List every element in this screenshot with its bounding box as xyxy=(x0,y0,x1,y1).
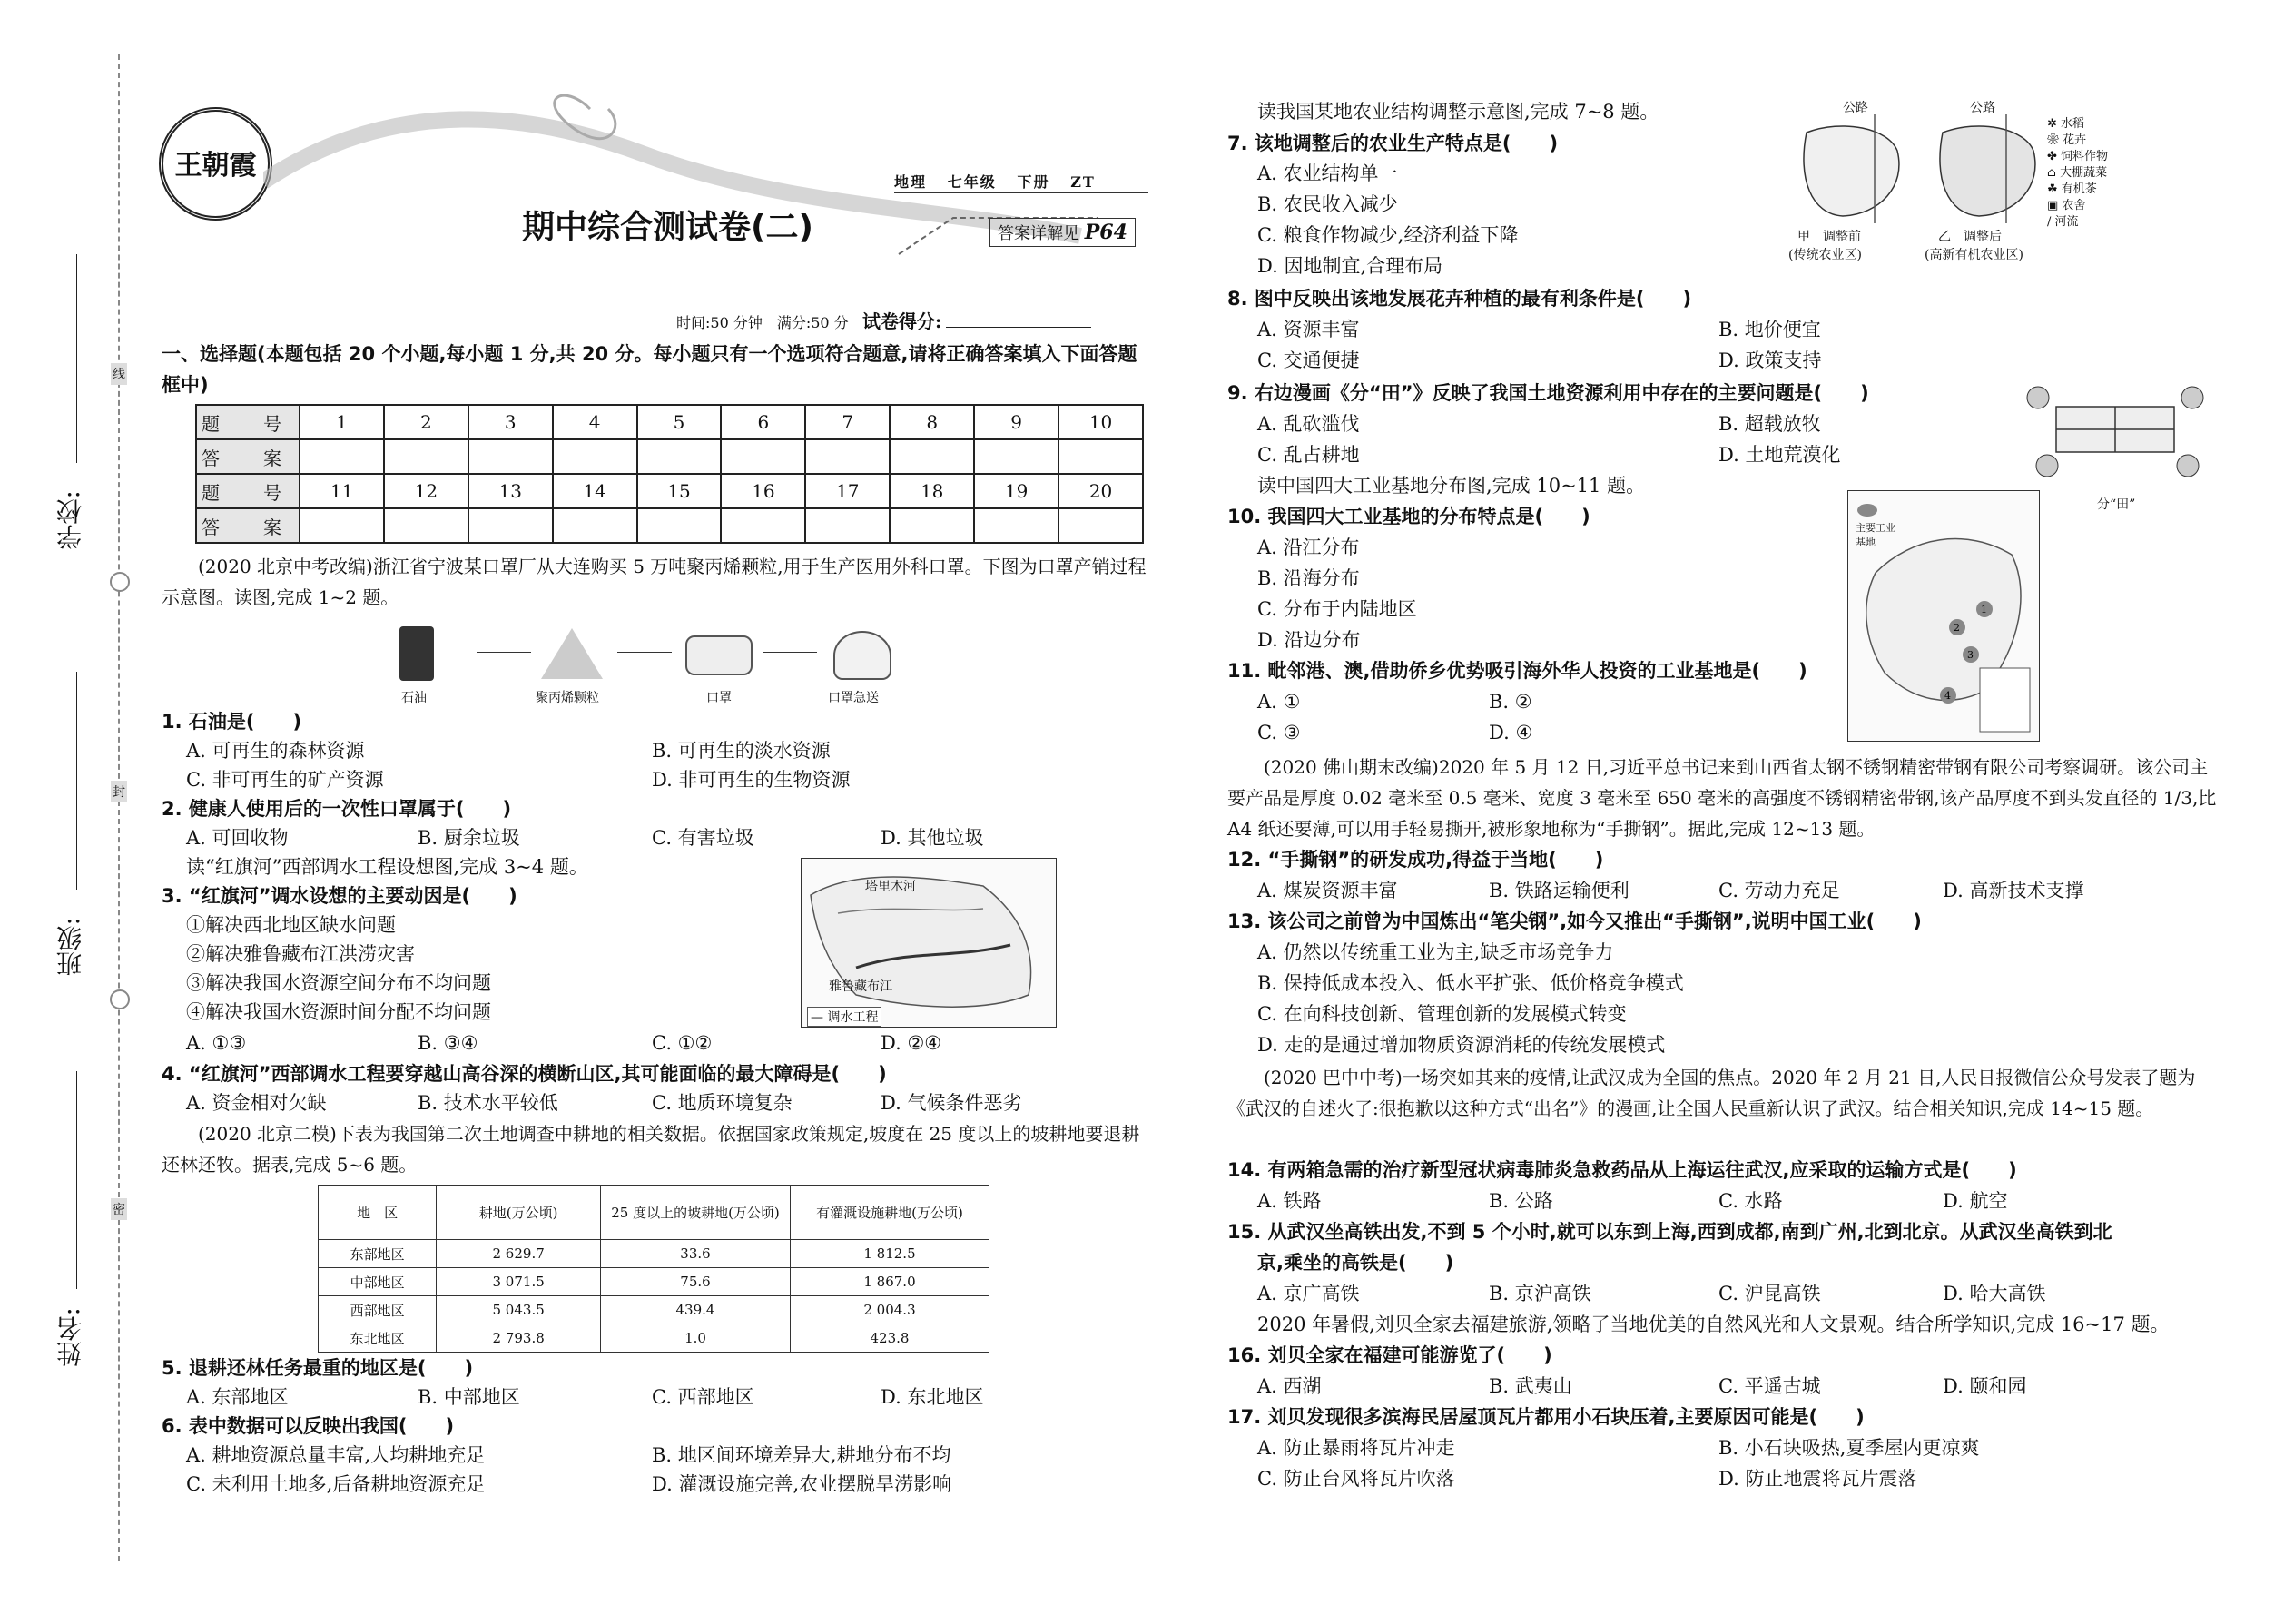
qnum-cell: 9 xyxy=(974,405,1058,439)
q3-statement-1: ①解决西北地区缺水问题 xyxy=(186,914,396,936)
pellet-pile-icon xyxy=(541,628,603,679)
tag-grade: 七年级 xyxy=(947,173,997,191)
q4-option-b[interactable]: B. 技术水平较低 xyxy=(418,1092,558,1114)
q5-stem: 5. 退耕还林任务最重的地区是( ) xyxy=(162,1357,474,1379)
tag-series: ZT xyxy=(1070,173,1096,191)
table-cell: 2 004.3 xyxy=(791,1296,989,1324)
q3-option-b[interactable]: B. ③④ xyxy=(418,1032,478,1054)
answer-ref-page: P64 xyxy=(1084,221,1127,244)
qnum-cell: 6 xyxy=(721,405,805,439)
q13-option-b[interactable]: B. 保持低成本投入、低水平扩张、低价格竞争模式 xyxy=(1257,972,1684,994)
legend-tea-text: 有机茶 xyxy=(2061,182,2097,196)
answer-header: 答 案 xyxy=(196,508,300,543)
table-cell: 中部地区 xyxy=(319,1268,437,1296)
qnum-cell: 17 xyxy=(805,474,890,508)
cartoon-fen-tian xyxy=(2020,370,2210,488)
q7-option-b[interactable]: B. 农民收入减少 xyxy=(1257,193,1398,215)
oil-barrel-icon xyxy=(399,626,434,681)
q14-stem: 14. 有两箱急需的治疗新型冠状病毒肺炎急救药品从上海运往武汉,应采取的运输方式是( ) xyxy=(1227,1159,2017,1181)
q15-stem: 15. 从武汉坐高铁出发,不到 5 个小时,就可以东到上海,西到成都,南到广州,北到北京。从武汉坐高铁到北 xyxy=(1227,1221,2112,1243)
qnum-cell: 1 xyxy=(300,405,384,439)
answer-cell[interactable] xyxy=(805,439,890,474)
q13-option-a[interactable]: A. 仍然以传统重工业为主,缺乏市场竞争力 xyxy=(1257,941,1614,963)
qnum-cell: 7 xyxy=(805,405,890,439)
q14-option-d[interactable]: D. 航空 xyxy=(1943,1190,2008,1212)
flow-arrow xyxy=(477,652,531,653)
q2-option-a[interactable]: A. 可回收物 xyxy=(186,827,289,849)
map-legend-transfer: — 调水工程 xyxy=(807,1007,881,1027)
q3-statement-2: ②解决雅鲁藏布江洪涝灾害 xyxy=(186,943,415,965)
answer-ref-label: 答案详解见 xyxy=(998,224,1079,243)
farm-structure-map xyxy=(1770,98,2224,280)
answer-cell[interactable] xyxy=(1058,508,1143,543)
q5-option-a[interactable]: A. 东部地区 xyxy=(186,1386,289,1408)
q5-option-c[interactable]: C. 西部地区 xyxy=(652,1386,754,1408)
q11-option-d[interactable]: D. ④ xyxy=(1489,722,1533,743)
farm-road-label: 公路 xyxy=(1970,101,1995,115)
q2-option-c[interactable]: C. 有害垃圾 xyxy=(652,827,754,849)
legend-farmhouse: ▣ 农舍 xyxy=(2047,199,2086,212)
q12-option-a[interactable]: A. 煤炭资源丰富 xyxy=(1257,880,1398,901)
legend-river-text: 河流 xyxy=(2054,215,2079,229)
score-blank[interactable] xyxy=(946,327,1091,328)
svg-text:4: 4 xyxy=(1944,690,1951,702)
answer-cell[interactable] xyxy=(637,508,722,543)
land-header-slope: 25 度以上的坡耕地(万公顷) xyxy=(601,1186,791,1240)
binding-line xyxy=(118,54,120,1561)
q16-option-a[interactable]: A. 西湖 xyxy=(1257,1375,1322,1397)
cartoon-caption: 分“田” xyxy=(2097,497,2136,512)
flow-label-delivery: 口罩急送 xyxy=(828,691,879,705)
margin-name-label: 姓名: xyxy=(55,1307,85,1367)
q1-option-b[interactable]: B. 可再生的淡水资源 xyxy=(652,740,831,762)
qnum-cell: 16 xyxy=(721,474,805,508)
q8-option-a[interactable]: A. 资源丰富 xyxy=(1257,319,1360,340)
q12-option-b[interactable]: B. 铁路运输便利 xyxy=(1489,880,1629,901)
q17-stem: 17. 刘贝发现很多滨海民居屋顶瓦片都用小石块压着,主要原因可能是( ) xyxy=(1227,1406,1865,1428)
qnum-header: 题 号 xyxy=(196,405,300,439)
subject-tags xyxy=(894,171,1148,193)
map-legend-transfer-text: 调水工程 xyxy=(827,1010,879,1025)
table-cell: 75.6 xyxy=(601,1268,791,1296)
q6-stem: 6. 表中数据可以反映出我国( ) xyxy=(162,1415,455,1437)
q11-option-a[interactable]: A. ① xyxy=(1257,691,1301,713)
table-cell: 西部地区 xyxy=(319,1296,437,1324)
table-cell: 东部地区 xyxy=(319,1240,437,1268)
q12-option-d[interactable]: D. 高新技术支撑 xyxy=(1943,880,2084,901)
q6-option-c[interactable]: C. 未利用土地多,后备耕地资源充足 xyxy=(186,1473,486,1495)
q9-option-a[interactable]: A. 乱砍滥伐 xyxy=(1257,413,1360,435)
legend-greenhouse-text: 大棚蔬菜 xyxy=(2060,166,2108,180)
answer-cell[interactable] xyxy=(974,439,1058,474)
table-cell: 1 812.5 xyxy=(791,1240,989,1268)
map-outline xyxy=(802,859,1056,1027)
answer-header: 答 案 xyxy=(196,439,300,474)
q2-option-d[interactable]: D. 其他垃圾 xyxy=(881,827,984,849)
intro-q10-11: 读中国四大工业基地分布图,完成 10~11 题。 xyxy=(1257,475,1646,497)
q3-stem: 3. “红旗河”调水设想的主要动因是( ) xyxy=(162,885,517,907)
q15-option-a[interactable]: A. 京广高铁 xyxy=(1257,1283,1360,1304)
q1-option-a[interactable]: A. 可再生的森林资源 xyxy=(186,740,365,762)
map2-legend: 主要工业基地 xyxy=(1856,522,1895,548)
legend-feed: ✤ 饲料作物 xyxy=(2047,150,2109,163)
answer-cell[interactable] xyxy=(721,439,805,474)
table-cell: 2 793.8 xyxy=(437,1324,601,1353)
answer-grid xyxy=(195,404,1144,544)
q3-option-d[interactable]: D. ②④ xyxy=(881,1032,942,1054)
margin-circle-icon xyxy=(110,572,130,592)
industrial-base-map xyxy=(1847,490,2040,742)
class-blank[interactable] xyxy=(76,672,77,890)
q4-option-c[interactable]: C. 地质环境复杂 xyxy=(652,1092,793,1114)
qnum-cell: 14 xyxy=(553,474,637,508)
q16-option-d[interactable]: D. 颐和园 xyxy=(1943,1375,2027,1397)
q17-option-a[interactable]: A. 防止暴雨将瓦片冲走 xyxy=(1257,1437,1455,1459)
answer-cell[interactable] xyxy=(721,508,805,543)
map-label-tarim: 塔里木河 xyxy=(865,880,916,894)
score-label: 试卷得分: xyxy=(861,310,942,332)
exam-meta xyxy=(676,307,1091,333)
tag-volume: 下册 xyxy=(1017,173,1050,191)
q5-option-d[interactable]: D. 东北地区 xyxy=(881,1386,984,1408)
map-label-yarlung: 雅鲁藏布江 xyxy=(829,979,892,994)
q14-option-b[interactable]: B. 公路 xyxy=(1489,1190,1553,1212)
farm-left-sub: (传统农业区) xyxy=(1788,248,1862,262)
tag-subject: 地理 xyxy=(894,173,928,191)
answer-cell[interactable] xyxy=(637,439,722,474)
q7-stem: 7. 该地调整后的农业生产特点是( ) xyxy=(1227,133,1559,154)
table-cell: 5 043.5 xyxy=(437,1296,601,1324)
qnum-cell: 13 xyxy=(468,474,553,508)
legend-flowers-text: 花卉 xyxy=(2063,133,2087,147)
q10-option-d[interactable]: D. 沿边分布 xyxy=(1257,629,1361,651)
q1-stem: 1. 石油是( ) xyxy=(162,711,302,733)
answer-cell[interactable] xyxy=(384,508,468,543)
q16-option-c[interactable]: C. 平遥古城 xyxy=(1718,1375,1821,1397)
qnum-cell: 20 xyxy=(1058,474,1143,508)
q3-option-c[interactable]: C. ①② xyxy=(652,1032,713,1054)
qnum-cell: 3 xyxy=(468,405,553,439)
farmland-table xyxy=(318,1185,989,1353)
q12-stem: 12. “手撕钢”的研发成功,得益于当地( ) xyxy=(1227,849,1604,871)
legend-flowers: ❀ 花卉 xyxy=(2047,133,2087,147)
q7-option-c[interactable]: C. 粮食作物减少,经济利益下降 xyxy=(1257,224,1519,246)
legend-farmhouse-text: 农舍 xyxy=(2062,199,2086,212)
margin-class-label: 班级: xyxy=(55,917,85,977)
land-header-region: 地 区 xyxy=(319,1186,437,1240)
answer-cell[interactable] xyxy=(553,439,637,474)
answer-cell[interactable] xyxy=(468,508,553,543)
farm-left-caption: 甲 调整前 xyxy=(1797,230,1861,244)
answer-cell[interactable] xyxy=(1058,439,1143,474)
school-blank[interactable] xyxy=(76,254,77,463)
q7-option-a[interactable]: A. 农业结构单一 xyxy=(1257,162,1398,184)
q9-option-c[interactable]: C. 乱占耕地 xyxy=(1257,444,1360,466)
intro-q3-4: 读“红旗河”西部调水工程设想图,完成 3~4 题。 xyxy=(186,856,588,878)
q15-stem-cont: 京,乘坐的高铁是( ) xyxy=(1257,1252,1454,1274)
q7-option-d[interactable]: D. 因地制宜,合理布局 xyxy=(1257,255,1443,277)
q10-stem: 10. 我国四大工业基地的分布特点是( ) xyxy=(1227,506,1590,527)
q2-option-b[interactable]: B. 厨余垃圾 xyxy=(418,827,520,849)
table-cell: 439.4 xyxy=(601,1296,791,1324)
farm-right-sub: (高新有机农业区) xyxy=(1925,248,2023,262)
svg-text:3: 3 xyxy=(1967,649,1974,661)
answer-cell[interactable] xyxy=(300,439,384,474)
flow-arrow xyxy=(763,652,817,653)
table-cell: 3 071.5 xyxy=(437,1268,601,1296)
q15-option-b[interactable]: B. 京沪高铁 xyxy=(1489,1283,1591,1304)
q11-option-b[interactable]: B. ② xyxy=(1489,691,1532,713)
q8-option-c[interactable]: C. 交通便捷 xyxy=(1257,349,1360,371)
q14-option-c[interactable]: C. 水路 xyxy=(1718,1190,1783,1212)
q17-option-b[interactable]: B. 小石块吸热,夏季屋内更凉爽 xyxy=(1718,1437,1980,1459)
q11-stem: 11. 毗邻港、澳,借助侨乡优势吸引海外华人投资的工业基地是( ) xyxy=(1227,660,1807,682)
q9-stem: 9. 右边漫画《分“田”》反映了我国土地资源利用中存在的主要问题是( ) xyxy=(1227,382,1869,404)
q13-option-d[interactable]: D. 走的是通过增加物质资源消耗的传统发展模式 xyxy=(1257,1034,1666,1056)
qnum-cell: 12 xyxy=(384,474,468,508)
q6-option-b[interactable]: B. 地区间环境差异大,耕地分布不均 xyxy=(652,1444,951,1466)
legend-river: ∕ 河流 xyxy=(2047,215,2079,229)
qnum-cell: 2 xyxy=(384,405,468,439)
margin-mark-line: 线 xyxy=(111,363,127,385)
legend-rice: ✲ 水稻 xyxy=(2047,117,2085,131)
q3-statement-4: ④解决我国水资源时间分配不均问题 xyxy=(186,1001,491,1023)
q4-option-d[interactable]: D. 气候条件恶劣 xyxy=(881,1092,1022,1114)
q17-option-d[interactable]: D. 防止地震将瓦片震落 xyxy=(1718,1468,1917,1490)
table-cell: 1 867.0 xyxy=(791,1268,989,1296)
qnum-cell: 5 xyxy=(637,405,722,439)
q8-option-d[interactable]: D. 政策支持 xyxy=(1718,349,1822,371)
qnum-cell: 15 xyxy=(637,474,722,508)
qnum-header: 题 号 xyxy=(196,474,300,508)
intro-q1-2: (2020 北京中考改编)浙江省宁波某口罩厂从大连购买 5 万吨聚丙烯颗粒,用于生产医用外科口罩。下图为口罩产销过程示意图。读图,完成 1~2 题。 xyxy=(162,556,1147,608)
q1-option-d[interactable]: D. 非可再生的生物资源 xyxy=(652,769,851,791)
q8-stem: 8. 图中反映出该地发展花卉种植的最有利条件是( ) xyxy=(1227,288,1692,310)
legend-industrial-icon xyxy=(1857,504,1877,517)
answer-reference xyxy=(989,218,1136,247)
legend-rice-text: 水稻 xyxy=(2061,117,2085,131)
answer-cell[interactable] xyxy=(805,508,890,543)
intro-q7-8: 读我国某地农业结构调整示意图,完成 7~8 题。 xyxy=(1257,101,1659,123)
intro-q16-17: 2020 年暑假,刘贝全家去福建旅游,领略了当地优美的自然风光和人文景观。结合所学知识,完成 16~17 题。 xyxy=(1257,1314,2170,1335)
table-cell: 2 629.7 xyxy=(437,1240,601,1268)
answer-cell[interactable] xyxy=(300,508,384,543)
land-header-irrigated: 有灌溉设施耕地(万公顷) xyxy=(791,1186,989,1240)
q8-option-b[interactable]: B. 地价便宜 xyxy=(1718,319,1821,340)
q3-option-a[interactable]: A. ①③ xyxy=(186,1032,247,1054)
legend-feed-text: 饲料作物 xyxy=(2061,150,2109,163)
margin-school-label: 学校: xyxy=(55,490,85,550)
margin-mark-seal: 封 xyxy=(111,781,127,802)
flow-label-mask: 口罩 xyxy=(706,691,732,705)
flow-label-oil: 石油 xyxy=(401,691,427,705)
intro-q5-6: (2020 北京二模)下表为我国第二次土地调查中耕地的相关数据。依据国家政策规定,坡度在 25 度以上的坡耕地要退耕还林还牧。据表,完成 5~6 题。 xyxy=(162,1123,1140,1176)
q13-option-c[interactable]: C. 在向科技创新、管理创新的发展模式转变 xyxy=(1257,1003,1627,1025)
q2-stem: 2. 健康人使用后的一次性口罩属于( ) xyxy=(162,798,512,820)
q9-option-b[interactable]: B. 超载放牧 xyxy=(1718,413,1821,435)
answer-cell[interactable] xyxy=(890,439,974,474)
q4-option-a[interactable]: A. 资金相对欠缺 xyxy=(186,1092,327,1114)
qnum-cell: 8 xyxy=(890,405,974,439)
land-header-farmland: 耕地(万公顷) xyxy=(437,1186,601,1240)
page-title: 期中综合测试卷(二) xyxy=(522,209,813,246)
table-cell: 东北地区 xyxy=(319,1324,437,1353)
brand-name: 王朝霞 xyxy=(174,150,257,182)
legend-greenhouse: ⌂ 大棚蔬菜 xyxy=(2047,166,2108,180)
qnum-cell: 11 xyxy=(300,474,384,508)
delivery-scooter-icon xyxy=(833,631,891,680)
margin-mark-secret: 密 xyxy=(111,1198,127,1220)
q15-option-c[interactable]: C. 沪昆高铁 xyxy=(1718,1283,1821,1304)
legend-tea: ☘ 有机茶 xyxy=(2047,182,2097,196)
table-cell: 1.0 xyxy=(601,1324,791,1353)
answer-cell[interactable] xyxy=(974,508,1058,543)
q13-stem: 13. 该公司之前曾为中国炼出“笔尖钢”,如今又推出“手撕钢”,说明中国工业( ) xyxy=(1227,910,1922,932)
answer-cell[interactable] xyxy=(468,439,553,474)
q6-option-a[interactable]: A. 耕地资源总量丰富,人均耕地充足 xyxy=(186,1444,486,1466)
svg-text:2: 2 xyxy=(1954,622,1960,634)
answer-cell[interactable] xyxy=(890,508,974,543)
farm-right-caption: 乙 调整后 xyxy=(1938,230,2002,244)
name-blank[interactable] xyxy=(76,1071,77,1289)
q10-option-a[interactable]: A. 沿江分布 xyxy=(1257,536,1360,558)
q1-option-c[interactable]: C. 非可再生的矿产资源 xyxy=(186,769,384,791)
q10-option-c[interactable]: C. 分布于内陆地区 xyxy=(1257,598,1417,620)
qnum-cell: 18 xyxy=(890,474,974,508)
section-1-heading: 一、选择题(本题包括 20 个小题,每小题 1 分,共 20 分。每小题只有一个选项符合题意,请将正确答案填入下面答题框中) xyxy=(162,343,1137,396)
water-transfer-map xyxy=(801,858,1057,1028)
table-cell: 423.8 xyxy=(791,1324,989,1353)
q16-option-b[interactable]: B. 武夷山 xyxy=(1489,1375,1572,1397)
flow-label-pellets: 聚丙烯颗粒 xyxy=(536,691,599,705)
q16-stem: 16. 刘贝全家在福建可能游览了( ) xyxy=(1227,1344,1552,1366)
q11-option-c[interactable]: C. ③ xyxy=(1257,722,1301,743)
svg-text:1: 1 xyxy=(1981,604,1987,615)
intro-q12-13: (2020 佛山期末改编)2020 年 5 月 12 日,习近平总书记来到山西省太钢不锈钢精密带钢有限公司考察调研。该公司主要产品是厚度 0.02 毫米至 0.5 毫米、宽度 3 毫米至 650 毫米的高强度不锈钢精密带钢,该产品厚度不到头发直径的 1/3,比 A4 纸还要薄,可以用手轻易撕开,被形象地称为“手撕钢”。据此,完成 12~13 题。 xyxy=(1227,756,2217,840)
q5-option-b[interactable]: B. 中部地区 xyxy=(418,1386,520,1408)
q6-option-d[interactable]: D. 灌溉设施完善,农业摆脱旱涝影响 xyxy=(652,1473,952,1495)
q9-option-d[interactable]: D. 土地荒漠化 xyxy=(1718,444,1841,466)
q12-option-c[interactable]: C. 劳动力充足 xyxy=(1718,880,1840,901)
q15-option-d[interactable]: D. 哈大高铁 xyxy=(1943,1283,2046,1304)
qnum-cell: 19 xyxy=(974,474,1058,508)
farm-legend xyxy=(2047,116,2108,231)
margin-circle-icon xyxy=(110,989,130,1009)
q17-option-c[interactable]: C. 防止台风将瓦片吹落 xyxy=(1257,1468,1455,1490)
farm-road-label: 公路 xyxy=(1843,101,1868,115)
answer-cell[interactable] xyxy=(553,508,637,543)
qnum-cell: 4 xyxy=(553,405,637,439)
mask-icon xyxy=(685,635,753,675)
q10-option-b[interactable]: B. 沿海分布 xyxy=(1257,567,1360,589)
flow-arrow xyxy=(617,652,672,653)
q4-stem: 4. “红旗河”西部调水工程要穿越山高谷深的横断山区,其可能面临的最大障碍是( ) xyxy=(162,1063,887,1085)
answer-cell[interactable] xyxy=(384,439,468,474)
brand-logo xyxy=(159,107,272,221)
exam-time-score: 时间:50 分钟 满分:50 分 xyxy=(676,314,849,331)
q3-statement-3: ③解决我国水资源空间分布不均问题 xyxy=(186,972,491,994)
intro-q14-15: (2020 巴中中考)一场突如其来的疫情,让武汉成为全国的焦点。2020 年 2 月 21 日,人民日报微信公众号发表了题为《武汉的自述火了:很抱歉以这种方式“出名”》的漫画,让全国人民重新认识了武汉。结合相关知识,完成 14~15 题。 xyxy=(1227,1067,2196,1119)
table-cell: 33.6 xyxy=(601,1240,791,1268)
q14-option-a[interactable]: A. 铁路 xyxy=(1257,1190,1322,1212)
qnum-cell: 10 xyxy=(1058,405,1143,439)
